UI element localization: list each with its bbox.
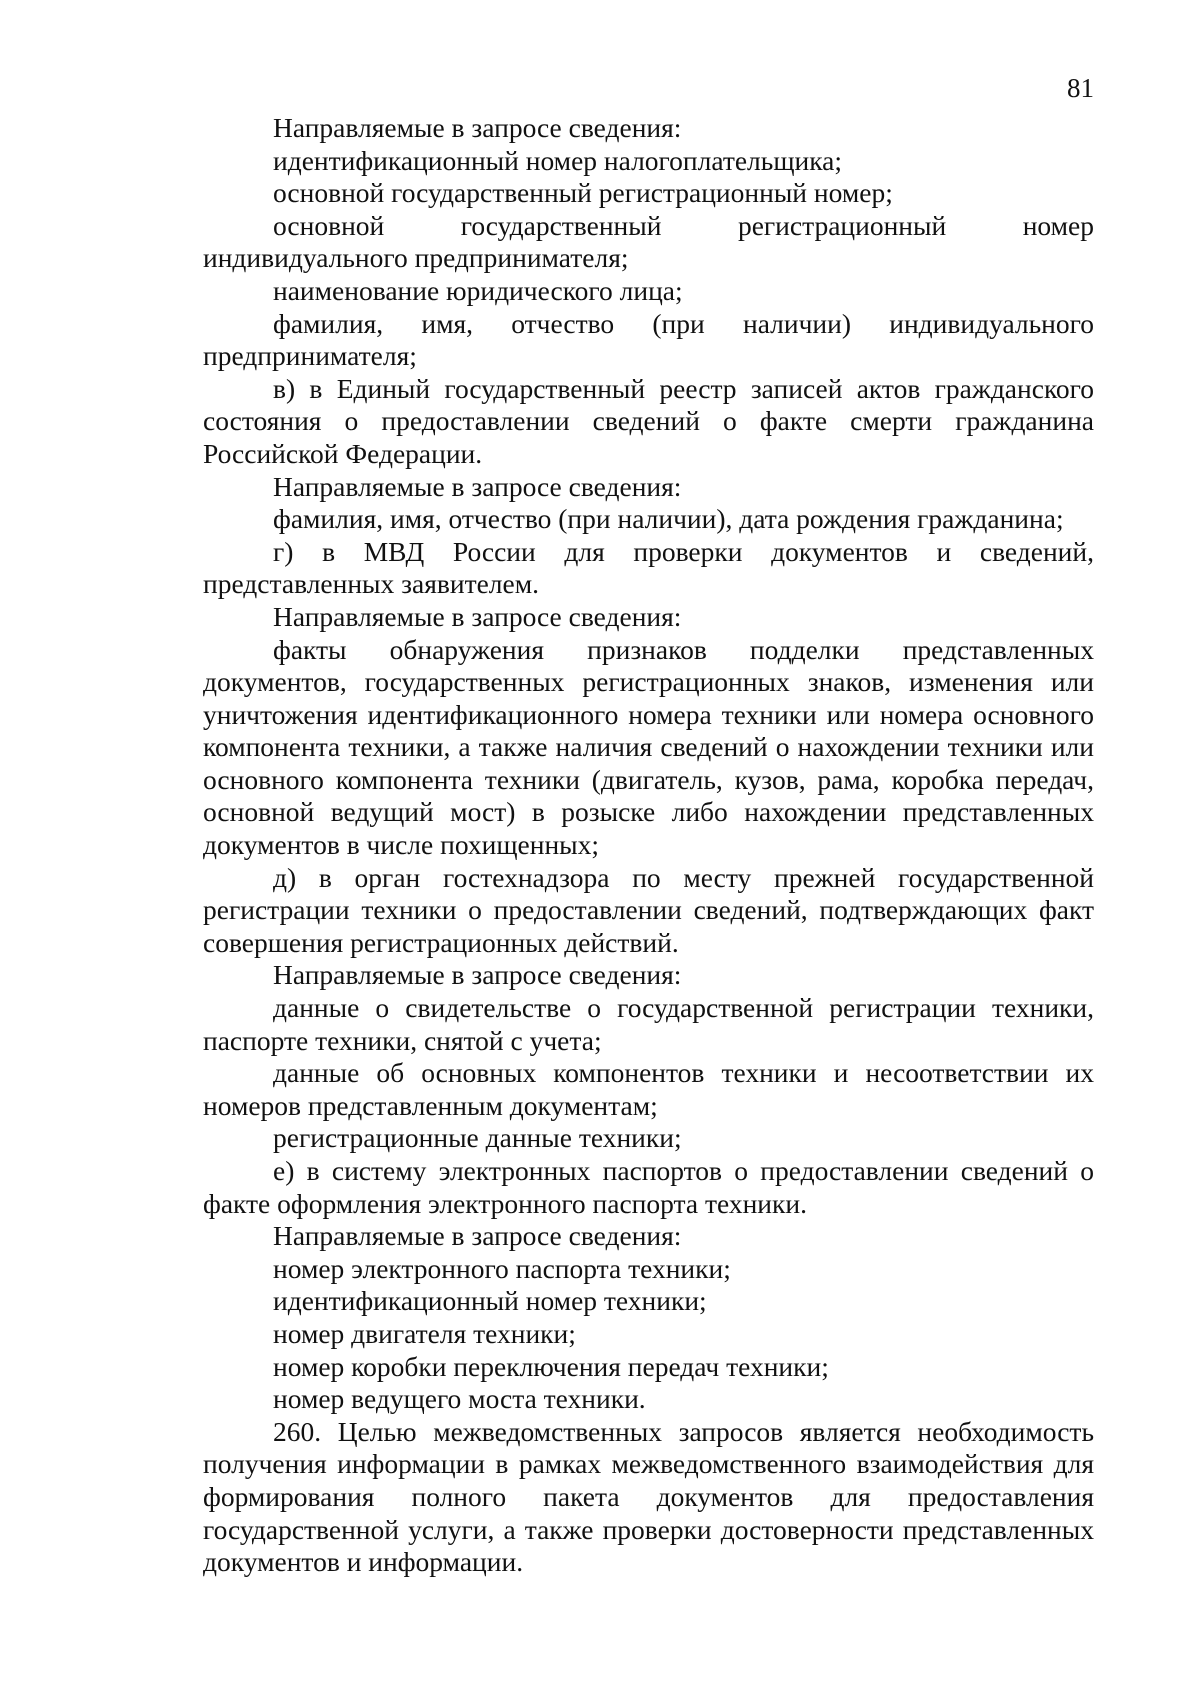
page-number: 81	[1067, 73, 1094, 103]
paragraph: данные об основных компонентов техники и несоответствии их номеров представленным документам;	[203, 1057, 1094, 1121]
paragraph: номер коробки переключения передач техники;	[273, 1350, 829, 1382]
paragraph: основной государственный регистрационный номер индивидуального предпринимателя;	[203, 209, 1094, 274]
paragraph: номер ведущего моста техники.	[273, 1383, 646, 1415]
paragraph: регистрационные данные техники;	[273, 1122, 682, 1154]
paragraph: в) в Единый государственный реестр записей актов гражданского состояния о предоставлении сведений о факте смерти гражданина Российской Федерации.	[203, 372, 1094, 469]
paragraph: номер электронного паспорта техники;	[273, 1252, 731, 1284]
paragraph: 260. Целью межведомственных запросов является необходимость получения информации в рамках межведомственного взаимодействия для формирования полного пакета документов для предоставления государственной услуги, а также проверки достоверности представленных документов и информации.	[203, 1415, 1094, 1578]
paragraph: номер двигателя техники;	[273, 1317, 576, 1349]
paragraph: факты обнаружения признаков подделки представленных документов, государственных регистрационных знаков, изменения или уничтожения идентификационного номера техники или номера основного компонента техники, а также наличия сведений о нахождении техники или основного компонента техники (двигатель, кузов, рама, коробка передач, основной ведущий мост) в розыске либо нахождении представленных документов в числе похищенных;	[203, 633, 1094, 861]
paragraph: фамилия, имя, отчество (при наличии) индивидуального предпринимателя;	[203, 307, 1094, 372]
paragraph: идентификационный номер налогоплательщика;	[273, 144, 843, 176]
paragraph: Направляемые в запросе сведения:	[273, 1220, 682, 1252]
paragraph: данные о свидетельстве о государственной регистрации техники, паспорте техники, снятой с учета;	[203, 992, 1094, 1056]
paragraph: Направляемые в запросе сведения:	[273, 959, 682, 991]
document-body	[203, 112, 1094, 1579]
paragraph: г) в МВД России для проверки документов и сведений, представленных заявителем.	[203, 535, 1094, 600]
paragraph: Направляемые в запросе сведения:	[273, 470, 682, 502]
paragraph: идентификационный номер техники;	[273, 1285, 707, 1317]
paragraph: д) в орган гостехнадзора по месту прежней государственной регистрации техники о предоставлении сведений, подтверждающих факт совершения регистрационных действий.	[203, 861, 1094, 958]
paragraph: наименование юридического лица;	[273, 274, 683, 306]
paragraph: основной государственный регистрационный номер;	[273, 177, 893, 209]
paragraph: е) в систему электронных паспортов о предоставлении сведений о факте оформления электронного паспорта техники.	[203, 1155, 1094, 1219]
paragraph: Направляемые в запросе сведения:	[273, 600, 682, 632]
paragraph: Направляемые в запросе сведения:	[273, 112, 682, 143]
paragraph: фамилия, имя, отчество (при наличии), дата рождения гражданина;	[273, 503, 1064, 535]
